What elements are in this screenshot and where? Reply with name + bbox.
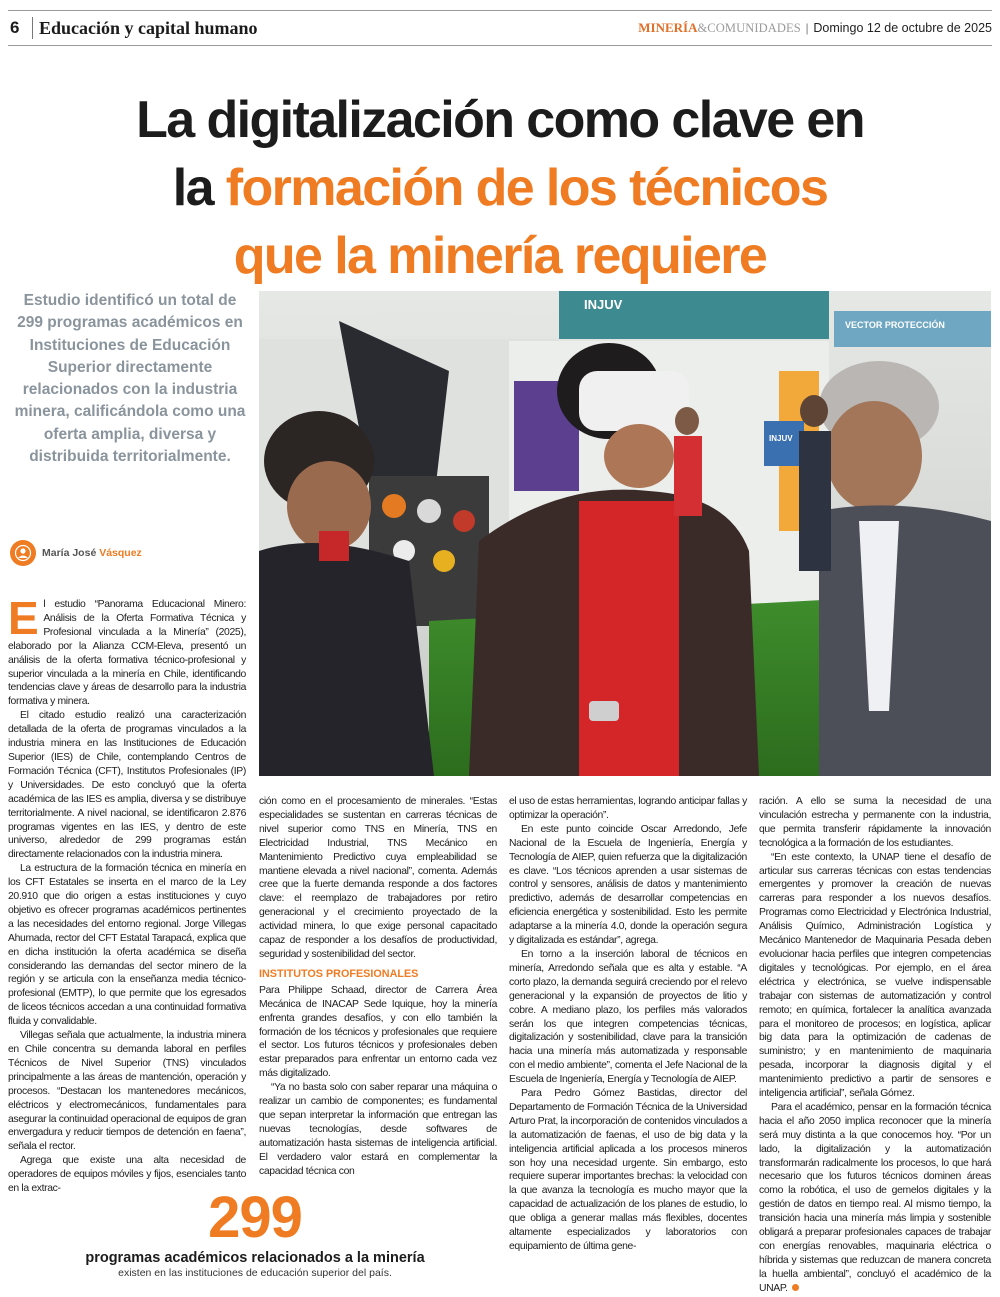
end-mark-icon	[792, 1284, 799, 1291]
page-header	[8, 10, 992, 46]
author-logo-icon	[10, 540, 36, 566]
deck-summary: Estudio identificó un total de 299 programas académicos en Instituciones de Educación Superior directamente relacionados con la industria minera, calificándola como una oferta amplia, diversa y distribuida territorialmente.	[14, 292, 246, 466]
stat-callout	[60, 1186, 450, 1280]
article-paragraph: ción como en el procesamiento de minerales. “Estas especialidades se sustentan en carreras técnicas de nivel superior como TNS en Minería, TNS en Electricidad Industrial, TNS Mecánico en Mantenimiento Predictivo cuya empleabilidad se mantiene elevada a nivel nacional”, comenta. Además cree que la fuerte demanda responde a dos factores clave: el reemplazo de trabajadores por retiro generacional y el crecimiento proyectado de la actividad minera, lo que exige personal capacitado capaz de responder a los desafíos de productividad, seguridad y sostenibilidad del sector.	[259, 796, 497, 960]
headline-line-2-dark: la	[172, 159, 213, 217]
issue-date: Domingo 12 de octubre de 2025	[813, 21, 992, 35]
first-paragraph-text: l estudio “Panorama Educacional Minero: Análisis de la Oferta Formativa Técnica y Profesional vinculada a la Minería” (2025), elaborado por la Alianza CCM-Eleva, presentó un análisis de la oferta formativa técnico-profesional y superior vinculada a la minería en Chile, identificando tendencias clave y áreas de desarrollo para la industria formativa y minera.	[8, 599, 246, 708]
article-column-3	[509, 795, 747, 1254]
subheading: INSTITUTOS PROFESIONALES	[259, 967, 419, 980]
stat-caption: programas académicos relacionados a la minería	[85, 1250, 425, 1266]
byline	[10, 540, 142, 566]
headline-line-2-orange: formación de los técnicos	[225, 159, 828, 217]
article-photo	[259, 291, 991, 776]
section-title: Educación y capital humano	[39, 17, 258, 38]
brand-suffix: &COMUNIDADES	[697, 20, 801, 35]
article-paragraph: Para Philippe Schaad, director de Carrera Área Mecánica de INACAP Sede Iquique, hoy la minería enfrenta grandes desafíos, y con ello también la formación de los técnicos y profesionales que requiere el sector. Los futuros técnicos y profesionales deben estar preparados para enfrentar un entorno cada vez más digitalizado.	[259, 984, 497, 1080]
article-column-2	[259, 795, 497, 1178]
header-divider	[32, 17, 33, 39]
headline-line-1: La digitalización como clave en	[136, 91, 864, 149]
article-paragraph: La estructura de la formación técnica en minería en los CFT Estatales se inserta en el marco de la Ley 20.910 que dio origen a estas instituciones y cuyo objetivo es ofrecer programas académicos pertinentes a las necesidades del entorno regional. Jorge Villegas Ahumada, rector del CFT Estatal Tarapacá, explica que en dicha institución la oferta académica se diseña considerando las demandas del sector minero de la región y se articula con la enseñanza media técnico-profesional (EMTP), lo que permite que los egresados de liceos técnicos accedan a una continuidad formativa fluida y convalidable.	[8, 863, 246, 1028]
article-paragraph: Agrega que existe una alta necesidad de operadores de equipos móviles y fijos, esenciales tanto en la extrac-	[8, 1155, 246, 1195]
article-paragraph: “En este contexto, la UNAP tiene el desafío de articular sus carreras técnicas con estas tendencias emergentes y promover la creación de nuevas carreras para responder a los nuevos desafíos. Programas como Electricidad y Electrónica Industrial, Análisis Químico, Administración Logística y Mecánico Mantenedor de Maquinaria Pesada deben evolucionar hacia perfiles que integren competencias digitales y tecnológicas. Por ejemplo, en el área eléctrica y electrónica, se vuelve indispensable trabajar con sistemas de automatización y control remoto; en química, fortalecer la analítica avanzada para el monitoreo de procesos; en logística, aplicar big data para la optimización de cadenas de suministro; y en mantenimiento de maquinaria pesada, incorporar la diagnosis digital y el mantenimiento predictivo a partir de sensores e inteligencia artificial”, señala Gómez.	[759, 851, 991, 1100]
headline-line-3: que la minería requiere	[233, 227, 767, 285]
article-paragraph: “Ya no basta solo con saber reparar una máquina o realizar un cambio de componentes; es fundamental que sepan interpretar la información que entregan las nuevas tecnologías, desde softwares de automatización hasta sistemas de inteligencia artificial. El verdadero valor estará en complementar la capacidad técnica con	[259, 1082, 497, 1177]
sign-vector: VECTOR PROTECCIÓN	[845, 320, 945, 330]
article-paragraph: el uso de estas herramientas, logrando anticipar fallas y optimizar la operación”.	[509, 796, 747, 821]
article-column-4	[759, 795, 991, 1296]
sign-injuv-small: INJUV	[769, 434, 793, 443]
stat-number: 299	[208, 1185, 302, 1250]
article-paragraph: En este punto coincide Oscar Arredondo, Jefe Nacional de la Escuela de Ingeniería, Energía y Tecnología de AIEP, quien refuerza que la digitalización es clave. “Los técnicos aprenden a usar sistemas de control y sensores, análisis de datos y mantenimiento predictivo, además de desarrollar competencias en eficiencia energética y sostenibilidad. Esto les permite adaptarse a la minería 4.0, donde la operación segura y digitalizada es estándar”, agrega.	[509, 823, 747, 947]
stat-subcaption: existen en las instituciones de educación superior del país.	[118, 1267, 392, 1279]
brand-name: MINERÍA	[638, 20, 698, 35]
sign-injuv: INJUV	[584, 297, 623, 312]
article-paragraph: Para Pedro Gómez Bastidas, director del Departamento de Formación Técnica de la Universidad Arturo Prat, la incorporación de contenidos vinculados a la automatización de faenas, el uso de big data y la inteligencia artificial aplicada a los procesos mineros son hoy una necesidad urgente. Sin embargo, esto requiere superar importantes brechas: la velocidad con la que avanza la tecnología es mucho mayor que la capacidad de actualización de los planes de estudio, lo que obliga a generar mallas más flexibles, docentes altamente especializados y laboratorios con equipamiento de última gene-	[509, 1088, 748, 1252]
article-paragraph	[8, 592, 246, 709]
header-masthead	[638, 20, 992, 36]
page-number: 6	[10, 18, 20, 37]
article-column-1	[8, 592, 246, 1196]
article-paragraph: En torno a la inserción laboral de técnicos en minería, Arredondo señala que es alta y estable. “A corto plazo, la demanda seguirá creciendo por el relevo generacional y la expansión de proyectos de litio y cobre. A mediano plazo, los perfiles más valorados serán los que integren competencias técnicas, digitalización y sostenibilidad, clave para la transición hacia una minería más automatizada y responsable con el medio ambiente”, comenta el Jefe Nacional de la Escuela de Ingeniería, Energía y Tecnología de AIEP.	[509, 948, 747, 1086]
article-paragraph: ración. A ello se suma la necesidad de una vinculación estrecha y permanente con la industria, que permita transferir rápidamente la innovación tecnológica a la formación de los estudiantes.	[759, 796, 991, 849]
closing-paragraph-text: Para el académico, pensar en la formación técnica hacia el año 2050 implica reconocer que la minería será muy distinta a la que conocemos hoy. “Por un lado, la digitalización y la automatización transformarán radicalmente los procesos, lo que hará necesario que los futuros técnicos dominen áreas como la robótica, el uso de gemelos digitales y la gestión de datos en tiempo real. Al mismo tiempo, la transición hacia una minería más limpia y sostenible obligará a preparar profesionales capaces de trabajar con energías renovables, maquinaria eléctrica o híbrida y sistemas que reduzcan de manera concreta la huella ambiental”, concluyó el académico de la UNAP.	[759, 1101, 991, 1294]
headline	[0, 86, 1000, 290]
article-paragraph: Villegas señala que actualmente, la industria minera en Chile concentra su demanda laboral en perfiles Técnicos de Nivel Superior (TNS) vinculados principalmente a las áreas de mantención, operación y procesos. “Destacan los mantenedores mecánicos, eléctricos y electromecánicos, fundamentales para asegurar la continuidad operacional de equipos de gran envergadura y reducir tiempos de detención en faena”, señala el rector.	[8, 1030, 246, 1153]
article-paragraph	[759, 1101, 991, 1296]
article-paragraph: El citado estudio realizó una caracterización detallada de la oferta de programas vinculados a la industria minera en las Instituciones de Educación Superior (IES) de Chile, contemplando Centros de Formación Técnica (CFT), Institutos Profesionales (IP) y Universidades. De esto concluyó que la oferta académica de las IES es amplia, diversa y se distribuye territorialmente. A nivel nacional, se identificaron 2.876 programas vigentes en las IES, y dentro de este universo, alrededor de 299 programas están directamente relacionados con la industria minera.	[8, 710, 246, 861]
author-surname: Vásquez	[99, 547, 142, 559]
author-name	[42, 547, 142, 559]
headline-line-2	[0, 154, 1000, 222]
drop-cap: E	[8, 592, 39, 644]
header-bar: |	[805, 20, 809, 35]
author-first-name: María José	[42, 547, 97, 559]
